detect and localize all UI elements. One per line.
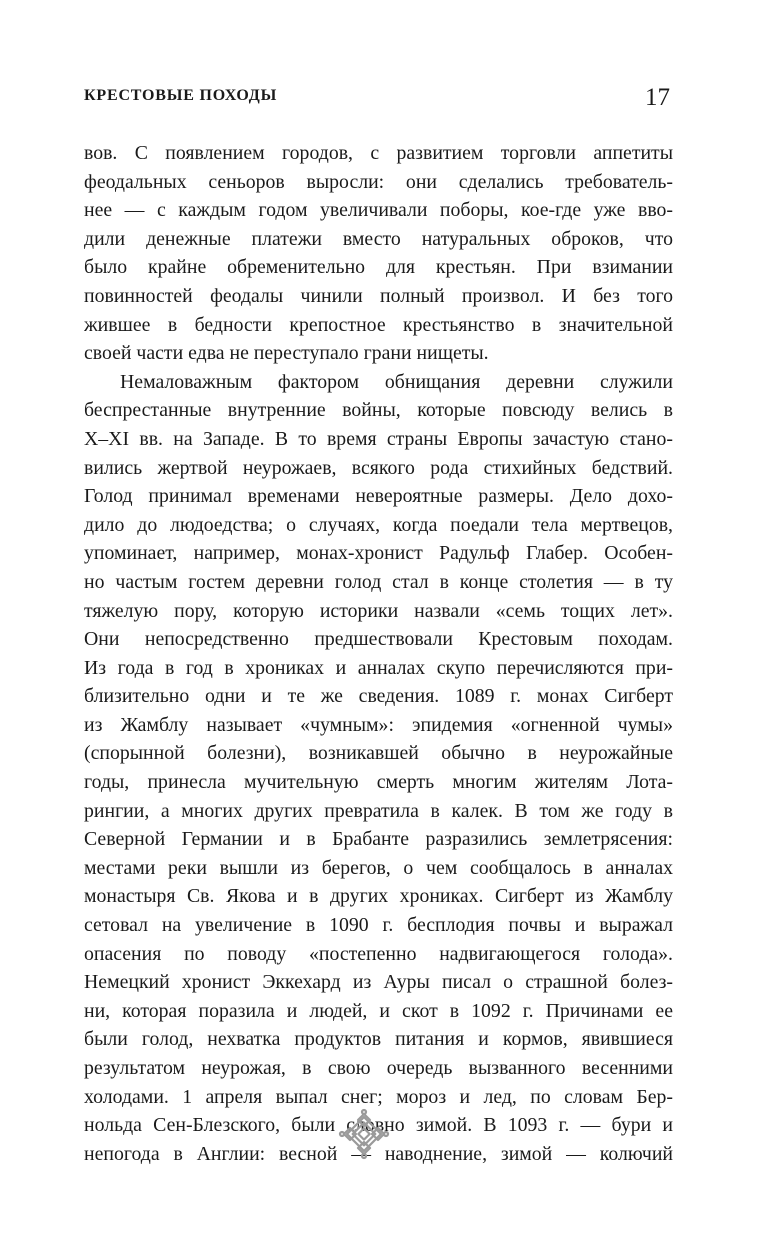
text-line: Из года в год в хрониках и анналах скупо перечисляются при- [84,656,673,679]
text-line: Немецкий хронист Эккехард из Ауры писал о страшной болез- [84,971,673,994]
text-line: были голод, нехватка продуктов питания и кормов, явившиеся [84,1028,673,1051]
text-line: Голод принимал временами невероятные размеры. Дело дохо- [84,485,673,508]
text-line: жившее в бедности крепостное крестьянство в значительной [84,313,673,336]
text-line: вов. С появлением городов, с развитием торговли аппетиты [84,142,673,164]
text-line: близительно одни и те же сведения. 1089 г. монах Сигберт [84,685,673,708]
text-line: нольда Сен-Блезского, были словно зимой. В 1093 г. — бури и [84,1114,673,1137]
text-line: дило до людоедства; о случаях, когда поедали тела мертвецов, [84,513,673,536]
text-line: было крайне обременительно для крестьян. При взимании [84,256,673,279]
text-line: монастыря Св. Якова и в других хрониках. Сигберт из Жамблу [84,885,673,908]
endless-knot-ornament-icon [338,1108,390,1160]
text-line: непогода в Англии: весной — наводнение, зимой — колючий [84,1142,673,1165]
text-line: упоминает, например, монах-хронист Радульф Глабер. Особен- [84,542,673,565]
text-line: тяжелую пору, которую историки назвали «семь тощих лет». [84,599,673,622]
text-line: ни, которая поразила и людей, и скот в 1092 г. Причинами ее [84,999,673,1022]
text-line: местами реки вышли из берегов, о чем сообщалось в анналах [84,856,673,879]
text-line: беспрестанные внутренние войны, которые повсюду велись в [84,399,673,422]
text-line: вились жертвой неурожаев, всякого рода стихийных бедствий. [84,456,673,479]
text-line: сетовал на увеличение в 1090 г. бесплодия почвы и выражал [84,914,673,937]
text-line: годы, принесла мучительную смерть многим жителям Лота- [84,771,673,794]
text-line: нее — с каждым годом увеличивали поборы, кое-где уже вво- [84,199,673,222]
running-title: КРЕСТОВЫЕ ПОХОДЫ [84,87,278,104]
text-line: Северной Германии и в Брабанте разразились землетрясения: [84,828,673,851]
page-number: 17 [645,84,670,111]
text-line: опасения по поводу «постепенно надвигающегося голода». [84,942,673,965]
text-line: своей части едва не переступало грани нищеты. [84,342,489,365]
text-line: феодальных сеньоров выросли: они сделались требователь- [84,170,673,193]
text-line: повинностей феодалы чинили полный произвол. И без того [84,284,673,307]
body-text [84,139,673,1168]
text-line: Они непосредственно предшествовали Крестовым походам. [84,628,673,651]
text-line: дили денежные платежи вместо натуральных оброков, что [84,227,673,250]
text-line: но частым гостем деревни голод стал в конце столетия — в ту [84,570,673,593]
text-line: из Жамблу называет «чумным»: эпидемия «огненной чумы» [84,713,673,736]
text-line: (спорынной болезни), возникавшей обычно в неурожайные [84,742,673,765]
text-line: результатом неурожая, в свою очередь вызванного весенними [84,1057,673,1079]
text-line: Немаловажным фактором обнищания деревни служили [120,370,673,393]
text-line: X–XI вв. на Западе. В то время страны Европы зачастую стано- [84,427,673,450]
text-line: холодами. 1 апреля выпал снег; мороз и лед, по словам Бер- [84,1085,673,1108]
text-line: рингии, а многих других превратила в калек. В том же году в [84,799,673,822]
